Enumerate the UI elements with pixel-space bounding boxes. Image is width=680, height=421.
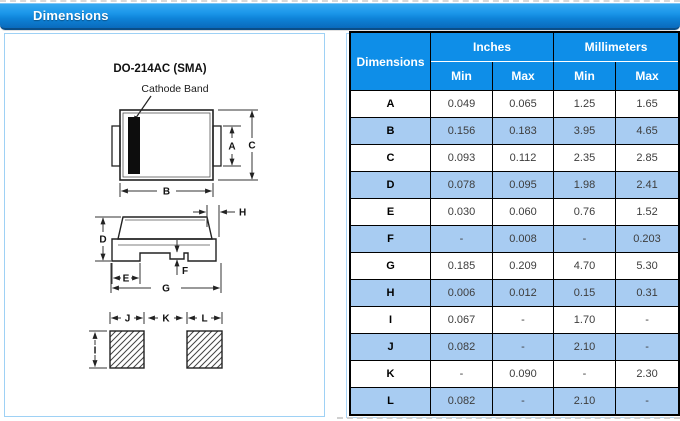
page-top-dashed-border — [0, 0, 680, 2]
inches-min-cell: - — [431, 226, 493, 253]
dimension-cell: B — [351, 118, 431, 145]
dimension-cell: D — [351, 172, 431, 199]
left-pad — [110, 331, 144, 368]
dim-label-c: C — [248, 140, 256, 152]
mm-max-cell: 0.203 — [616, 226, 678, 253]
table-row — [351, 334, 678, 361]
section-title: Dimensions — [33, 8, 109, 23]
col-group-millimeters: Millimeters — [554, 33, 678, 62]
mm-max-cell: 2.85 — [616, 145, 678, 172]
mm-min-cell: 0.15 — [554, 280, 616, 307]
mm-min-cell: 1.25 — [554, 91, 616, 118]
table-row — [351, 91, 678, 118]
col-group-inches: Inches — [431, 33, 554, 62]
table-row — [351, 388, 678, 414]
inches-min-cell: 0.082 — [431, 334, 493, 361]
inches-max-cell: 0.209 — [493, 253, 554, 280]
cathode-band — [128, 117, 140, 174]
mm-min-cell: 2.35 — [554, 145, 616, 172]
right-lead-tab — [213, 126, 221, 166]
dim-label-l: L — [201, 313, 208, 325]
mm-max-cell: 2.30 — [616, 361, 678, 388]
table-row — [351, 361, 678, 388]
dimensions-table — [349, 31, 680, 416]
mm-min-cell: 3.95 — [554, 118, 616, 145]
col-header-dimensions: Dimensions — [351, 33, 431, 91]
mm-max-cell: 1.52 — [616, 199, 678, 226]
inches-min-cell: 0.006 — [431, 280, 493, 307]
section-header-bar — [0, 3, 680, 30]
cathode-band-label: Cathode Band — [141, 83, 209, 95]
col-header-inches-min: Min — [431, 62, 493, 91]
mm-min-cell: 0.76 — [554, 199, 616, 226]
dimension-cell: K — [351, 361, 431, 388]
dimension-cell: E — [351, 199, 431, 226]
dimension-cell: A — [351, 91, 431, 118]
dimension-cell: C — [351, 145, 431, 172]
dimension-cell: F — [351, 226, 431, 253]
mm-min-cell: 2.10 — [554, 334, 616, 361]
col-header-mm-min: Min — [554, 62, 616, 91]
table-row — [351, 253, 678, 280]
package-diagram — [5, 34, 324, 416]
inches-min-cell: 0.030 — [431, 199, 493, 226]
inches-max-cell: - — [493, 388, 554, 414]
dim-label-j: J — [124, 313, 131, 325]
top-view — [112, 110, 258, 198]
dim-label-e: E — [122, 273, 130, 285]
mm-min-cell: - — [554, 226, 616, 253]
inches-max-cell: 0.065 — [493, 91, 554, 118]
package-title: DO-214AC (SMA) — [113, 63, 207, 75]
left-lead-tab — [112, 126, 120, 166]
inches-max-cell: - — [493, 334, 554, 361]
footprint-view — [89, 312, 222, 368]
table-row — [351, 307, 678, 334]
mm-max-cell: 2.41 — [616, 172, 678, 199]
mm-max-cell: - — [616, 307, 678, 334]
table-row — [351, 226, 678, 253]
table-row — [351, 280, 678, 307]
right-pad — [187, 331, 222, 368]
dim-h — [193, 205, 235, 237]
inches-max-cell: 0.008 — [493, 226, 554, 253]
inches-min-cell: 0.156 — [431, 118, 493, 145]
dim-label-a: A — [228, 141, 236, 153]
dim-label-k: K — [162, 313, 170, 325]
inches-min-cell: - — [431, 361, 493, 388]
inches-max-cell: 0.112 — [493, 145, 554, 172]
dim-label-h: H — [239, 207, 247, 219]
mm-max-cell: - — [616, 334, 678, 361]
package-diagram-panel — [4, 33, 325, 417]
table-row — [351, 172, 678, 199]
mm-max-cell: 5.30 — [616, 253, 678, 280]
mm-min-cell: 1.98 — [554, 172, 616, 199]
side-view — [95, 205, 246, 295]
dim-label-i: I — [93, 345, 97, 357]
table-row — [351, 118, 678, 145]
mm-min-cell: 2.10 — [554, 388, 616, 414]
mm-max-cell: - — [616, 388, 678, 414]
inches-min-cell: 0.185 — [431, 253, 493, 280]
dimension-cell: L — [351, 388, 431, 414]
inches-min-cell: 0.093 — [431, 145, 493, 172]
dimension-cell: H — [351, 280, 431, 307]
mm-min-cell: - — [554, 361, 616, 388]
inches-min-cell: 0.067 — [431, 307, 493, 334]
dim-label-d: D — [99, 234, 107, 246]
table-row — [351, 199, 678, 226]
mm-max-cell: 1.65 — [616, 91, 678, 118]
inches-max-cell: 0.183 — [493, 118, 554, 145]
table-row — [351, 145, 678, 172]
table-header-group-row — [351, 33, 678, 62]
dim-label-g: G — [162, 283, 170, 295]
mm-min-cell: 4.70 — [554, 253, 616, 280]
dim-label-b: B — [162, 186, 171, 198]
inches-max-cell: 0.060 — [493, 199, 554, 226]
dimension-cell: I — [351, 307, 431, 334]
dimension-cell: J — [351, 334, 431, 361]
inches-max-cell: - — [493, 307, 554, 334]
col-header-mm-max: Max — [616, 62, 678, 91]
col-header-inches-max: Max — [493, 62, 554, 91]
inches-min-cell: 0.049 — [431, 91, 493, 118]
inches-min-cell: 0.078 — [431, 172, 493, 199]
dim-label-f: F — [182, 266, 189, 277]
page-bottom-dashed-border — [337, 417, 680, 419]
mm-max-cell: 4.65 — [616, 118, 678, 145]
inches-max-cell: 0.095 — [493, 172, 554, 199]
inches-min-cell: 0.082 — [431, 388, 493, 414]
inches-max-cell: 0.090 — [493, 361, 554, 388]
dim-i — [89, 331, 107, 368]
mm-min-cell: 1.70 — [554, 307, 616, 334]
inches-max-cell: 0.012 — [493, 280, 554, 307]
dimension-cell: G — [351, 253, 431, 280]
mm-max-cell: 0.31 — [616, 280, 678, 307]
